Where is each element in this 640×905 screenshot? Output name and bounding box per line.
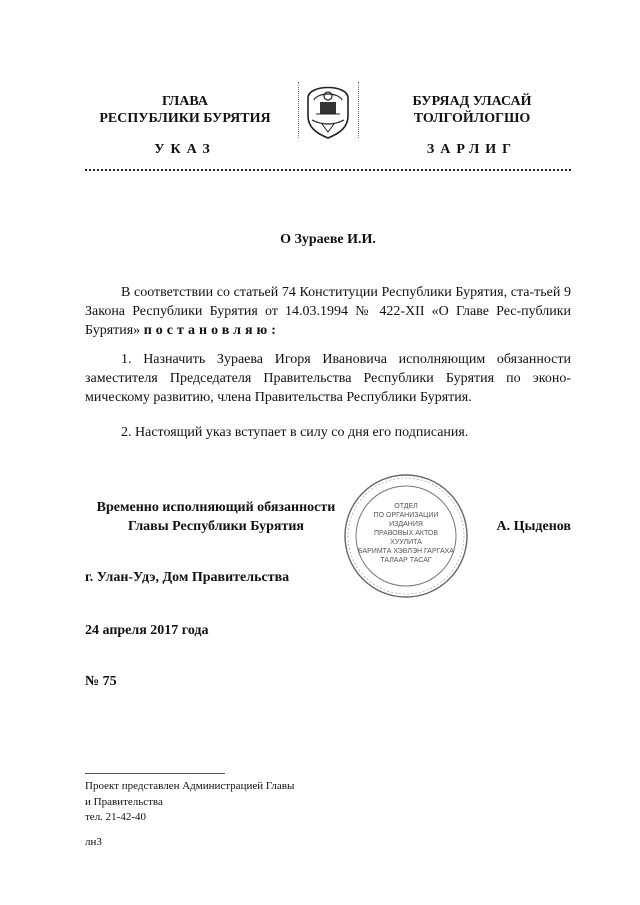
official-seal-stamp (342, 472, 470, 600)
seal-line-3: ИЗДАНИЯ (389, 521, 423, 528)
emblem-separator-left (298, 82, 300, 138)
decree-item-1: 1. Назначить Зураева Игоря Ивановича исполняющим обязанности заместителя Председателя Правительства Республики Бурятия по эконо-мическому развитию, члена Правительства Республики Бурятия. (85, 352, 571, 405)
header-left-line2: РЕСПУБЛИКИ БУРЯТИЯ (99, 111, 271, 126)
decree-number: № 75 (85, 674, 117, 689)
signing-date: 24 апреля 2017 года (85, 623, 209, 638)
seal-line-5: ХУУЛИТА (390, 539, 422, 546)
signing-place: г. Улан-Удэ, Дом Правительства (85, 570, 290, 585)
seal-line-4: ПРАВОВЫХ АКТОВ (373, 530, 439, 537)
preamble-decree-word: постановляю: (143, 323, 280, 338)
header-left-line1: ГЛАВА (162, 94, 208, 109)
header-right-line1: БУРЯАД УЛАСАЙ (412, 94, 532, 109)
coat-of-arms-emblem (300, 76, 356, 140)
decree-item-2: 2. Настоящий указ вступает в силу со дня его подписания. (121, 425, 469, 440)
seal-line-7: ТАЛААР ТАСАГ (380, 557, 432, 564)
footer-line1: Проект представлен Администрацией Главы (85, 780, 295, 792)
decree-title: О Зураеве И.И. (280, 232, 376, 247)
signer-name: А. Цыденов (496, 519, 571, 534)
footer-code: лн3 (85, 836, 102, 848)
footer-line2: и Правительства (85, 796, 163, 808)
seal-line-6: БАРИМТА ХЭВЛЭН ГАРГАХА (358, 548, 454, 555)
seal-line-1: ОТДЕЛ (394, 503, 418, 510)
header-divider-rule (85, 169, 571, 171)
seal-line-2: ПО ОРГАНИЗАЦИИ (373, 512, 439, 519)
signer-position-line1: Временно исполняющий обязанности (96, 500, 336, 515)
preamble-text: В соответствии со статьей 74 Конституции Республики Бурятия, ста-тьей 9 Закона Республики Бурятия от 14.03.1994 № 422-XII «О Главе Рес-публики Бурятия» (85, 285, 571, 338)
header-right-line2: ТОЛГОЙЛОГШО (413, 111, 531, 126)
emblem-separator-right (358, 82, 360, 138)
signer-position-line2: Главы Республики Бурятия (127, 519, 304, 534)
emblem-icon (300, 76, 356, 140)
footer-phone: тел. 21-42-40 (85, 811, 147, 823)
footer-rule (85, 773, 225, 774)
header-right-doc-type: ЗАРЛИГ (426, 142, 518, 157)
preamble-paragraph (85, 283, 571, 340)
header-left-doc-type: УКАЗ (154, 142, 216, 157)
